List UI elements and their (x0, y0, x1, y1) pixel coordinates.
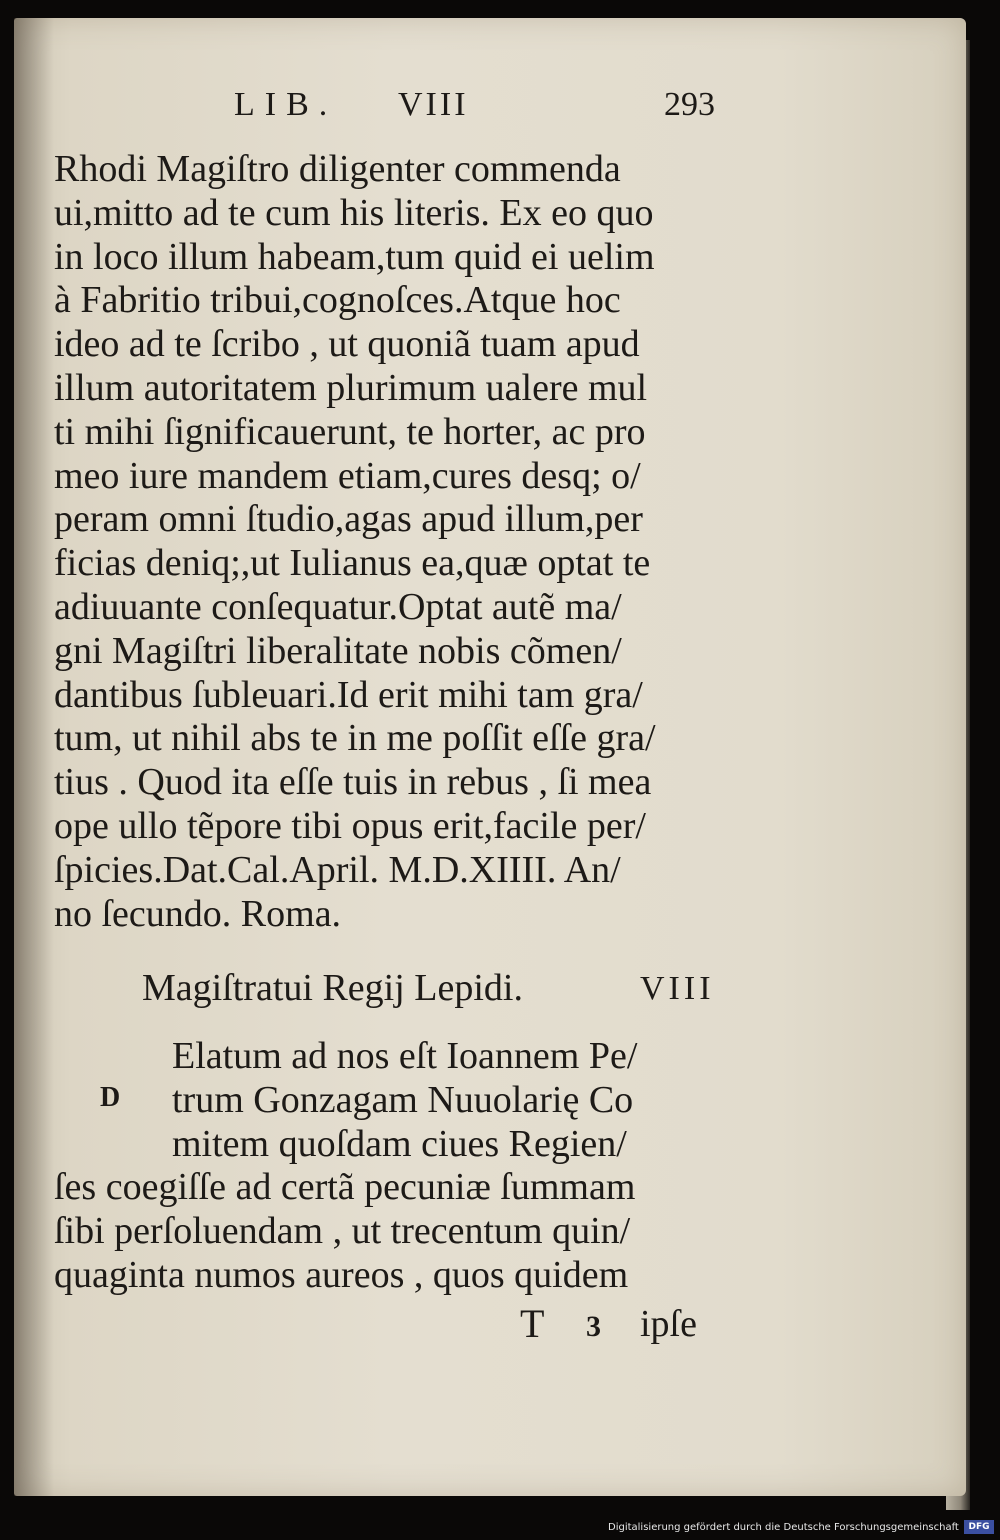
text-line: ſibi perſoluendam , ut trecentum quin/ (54, 1210, 631, 1253)
text-line: gni Magiſtri liberalitate nobis cõmen/ (54, 629, 622, 672)
text-line: ficias deniq;,ut Iulianus ea,quæ optat te (54, 542, 651, 585)
text-line: Elatum ad nos eſt Ioannem Pe/ (172, 1035, 638, 1077)
letter-2-body (54, 1034, 734, 1297)
text-line: Rhodi Magiſtro diligenter commenda (54, 148, 621, 190)
text-line: ti mihi ſignificauerunt, te horter, ac pro (54, 410, 646, 453)
text-line: dantibus ſubleuari.Id erit mihi tam gra/ (54, 673, 643, 716)
text-line: illum autoritatem plurimum ualere mul (54, 366, 648, 409)
running-head-book: VIII (398, 86, 469, 123)
letter-2-heading: Magiſtratui Regij Lepidi. (142, 967, 523, 1009)
digitization-credit: Digitalisierung gefördert durch die Deutsche Forschungsgemeinschaft (608, 1522, 959, 1533)
text-line: ui,mitto ad te cum his literis. Ex eo quo (54, 191, 654, 234)
text-line: tum, ut nihil abs te in me poſſit eſſe gra/ (54, 717, 656, 760)
text-line: adiuuante conſequatur.Optat autẽ ma/ (54, 585, 622, 628)
drop-initial-guide-letter: D (100, 1082, 121, 1113)
text-line: tius . Quod ita eſſe tuis in rebus , ſi mea (54, 761, 652, 804)
text-line: trum Gonzagam Nuuolarię Co (172, 1078, 634, 1121)
text-line: peram omni ſtudio,agas apud illum,per (54, 498, 643, 541)
text-line: ideo ad te ſcribo , ut quoniã tuam apud (54, 323, 640, 366)
text-line: ſpicies.Dat.Cal.April. M.D.XIIII. An/ (54, 848, 621, 891)
folio-number: 293 (664, 86, 715, 123)
letter-1-body (54, 148, 734, 936)
signature-number: 3 (586, 1310, 601, 1343)
text-line: in loco illum habeam,tum quid ei uelim (54, 235, 655, 278)
text-line: no ſecundo. Roma. (54, 892, 342, 935)
running-head-lib: LIB. (234, 86, 338, 123)
catchword: ipſe (640, 1303, 697, 1345)
page-gutter-shadow (14, 18, 54, 1496)
text-line: mitem quoſdam ciues Regien/ (172, 1122, 627, 1165)
letter-2-number: VIII (640, 970, 715, 1007)
dfg-logo: DFG (964, 1520, 994, 1534)
text-line: ſes coegiſſe ad certã pecuniæ ſummam (54, 1166, 636, 1209)
text-line: à Fabritio tribui,cognoſces.Atque hoc (54, 279, 621, 322)
text-line: meo iure mandem etiam,cures desq; o/ (54, 454, 641, 497)
text-line: quaginta numos aureos , quos quidem (54, 1253, 629, 1296)
signature-mark: T (520, 1301, 545, 1346)
text-line: ope ullo tẽpore tibi opus erit,facile per/ (54, 804, 646, 847)
